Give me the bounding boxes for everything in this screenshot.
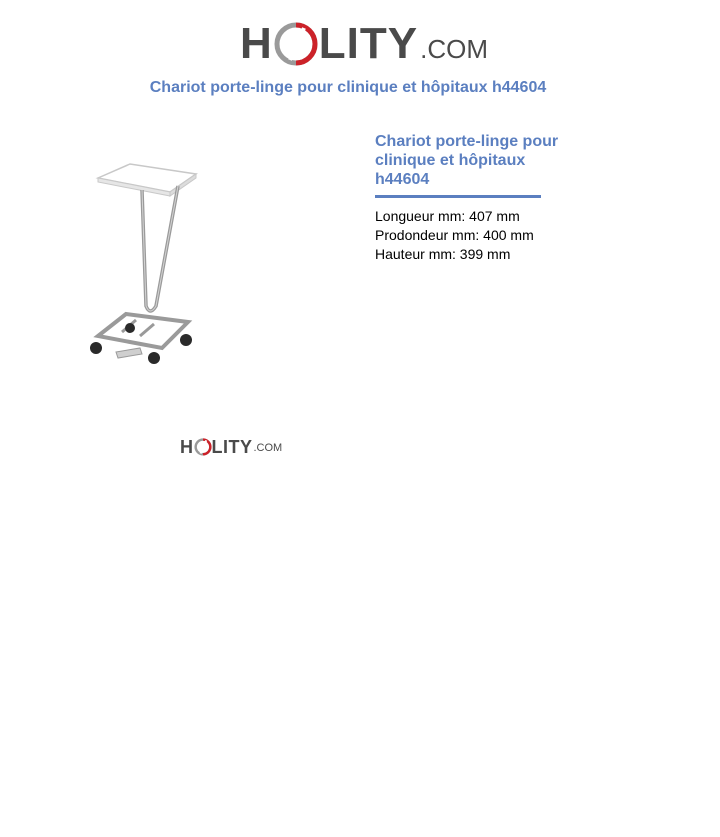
product-info — [375, 132, 575, 264]
spec-length: Longueur mm: 407 mm — [375, 208, 520, 224]
logo-small-o-icon — [194, 437, 212, 456]
logo-o-icon — [274, 20, 318, 66]
logo-small-text-h: H — [180, 437, 194, 457]
page-title: Chariot porte-linge pour clinique et hôpitaux h44604 — [149, 79, 547, 96]
logo-text-com: .COM — [420, 34, 488, 64]
logo-text-lity: LITY — [318, 19, 419, 68]
brand-logo-small[interactable] — [180, 436, 282, 456]
spec-depth: Prodondeur mm: 400 mm — [375, 227, 534, 243]
product-name: Chariot porte-linge pour clinique et hôpitaux h44604 — [375, 133, 559, 188]
logo-small-text-lity: LITY — [211, 437, 253, 457]
title-underline — [375, 195, 541, 198]
product-image — [84, 156, 204, 370]
spec-height: Hauteur mm: 399 mm — [375, 246, 511, 262]
logo-text-h: H — [240, 19, 273, 68]
brand-logo[interactable] — [240, 14, 488, 66]
logo-small-text-com: .COM — [253, 442, 283, 454]
